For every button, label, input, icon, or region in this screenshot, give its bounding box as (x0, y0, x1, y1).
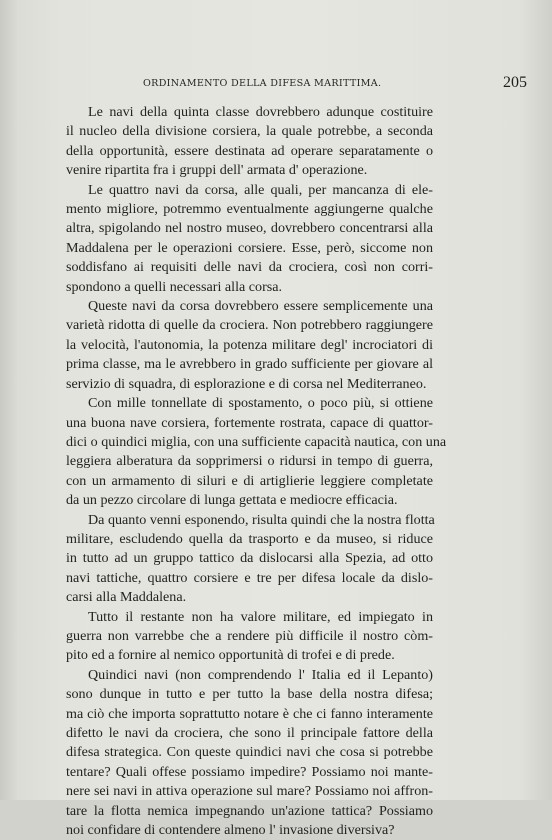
text-line: Tutto il restante non ha valore militare, ed impiegato in (88, 608, 433, 625)
text-line: nere sei navi in attiva operazione sul mare? Possiamo noi affron- (66, 783, 433, 800)
text-line: spondono a quelli necessari alla corsa. (66, 278, 283, 295)
text-line: la velocità, l'autonomia, la potenza militare degl' incrociatori di (66, 336, 433, 353)
paragraph (66, 666, 433, 840)
text-line: con un armamento di siluri e di artiglierie leggiere completate (66, 472, 433, 489)
text-line: leggiera alberatura da sopprimersi o ridursi in tempo di guerra, (66, 453, 433, 470)
text-line: navi tattiche, quattro corsiere e tre per difesa locale da dislo- (66, 569, 433, 586)
text-line: Queste navi da corsa dovrebbero essere semplicemente una (88, 298, 433, 315)
paragraph (66, 103, 433, 181)
text-line: prima classe, ma le avrebbero in grado sufficiente per giovare al (66, 356, 433, 373)
text-line: Maddalena per le operazioni corsiere. Esse, però, siccome non (66, 239, 433, 256)
text-line: una buona nave corsiera, fortemente rostrata, capace di quattor- (66, 414, 433, 431)
text-line: dici o quindici miglia, con una sufficiente capacità nautica, con una (66, 433, 447, 450)
paragraph (66, 394, 447, 510)
text-line: il nucleo della divisione corsiera, la quale potrebbe, a seconda (66, 123, 433, 140)
text-line: in tutto ad un gruppo tattico da dislocarsi alla Spezia, ad otto (66, 550, 433, 567)
text-line: varietà ridotta di quelle da crociera. Non potrebbero raggiungere (66, 317, 433, 334)
text-line: sono dunque in tutto e per tutto la base della nostra difesa; (66, 686, 433, 703)
text-line: Da quanto venni esponendo, risulta quindi che la nostra flotta (88, 511, 435, 528)
text-line: militare, escludendo quella da trasporto e da museo, si riduce (66, 530, 433, 547)
body-text (66, 103, 447, 840)
text-line: tentare? Quali offese possiamo impedire? Possiamo noi mante- (66, 763, 433, 780)
text-line: Le navi della quinta classe dovrebbero adunque costituire (88, 104, 433, 120)
text-line: carsi alla Maddalena. (66, 589, 187, 606)
text-line: guerra non varrebbe che a rendere più difficile il nostro còm- (66, 627, 433, 644)
text-line: della opportunità, essere destinata ad operare separatamente o (66, 142, 433, 159)
text-line: ma ciò che importa soprattutto notare è che ci fanno interamente (66, 705, 433, 722)
text-line: servizio di squadra, di esplorazione e di corsa nel Mediterraneo. (66, 375, 427, 392)
paragraph (66, 511, 433, 608)
paragraph (66, 297, 433, 394)
text-line: Quindici navi (non comprendendo l' Italia ed il Lepanto) (88, 666, 433, 683)
running-head: ORDINAMENTO DELLA DIFESA MARITTIMA. (143, 78, 382, 89)
paragraph (66, 181, 433, 297)
text-line: Con mille tonnellate di spostamento, o poco più, si ottiene (88, 395, 433, 412)
text-line: noi confidare di contendere almeno l' invasione diversiva? (66, 822, 395, 839)
text-line: soddisfano ai requisiti delle navi da crociera, così non corri- (66, 259, 433, 276)
text-line: da un pezzo circolare di lunga gettata e mediocre efficacia. (66, 492, 398, 509)
page-number: 205 (503, 74, 527, 91)
text-line: pito ed a fornire al nemico opportunità di trofei e di prede. (66, 647, 395, 664)
text-line: Le quattro navi da corsa, alle quali, per mancanza di ele- (88, 181, 433, 198)
text-line: mento migliore, potremmo eventualmente aggiungerne qualche (66, 201, 433, 218)
text-line: venire ripartita fra i gruppi dell' armata d' operazione. (66, 162, 368, 179)
text-line: tare la flotta nemica impegnando un'azione tattica? Possiamo (66, 802, 433, 819)
text-line: difetto le navi da crociera, che sono il principale fattore della (66, 725, 433, 741)
paragraph (66, 608, 433, 666)
text-line: altra, spigolando nel nostro museo, dovrebbero concentrarsi alla (66, 220, 433, 237)
text-line: difesa strategica. Con queste quindici navi che cosa si potrebbe (66, 744, 433, 761)
page-header (143, 76, 527, 92)
